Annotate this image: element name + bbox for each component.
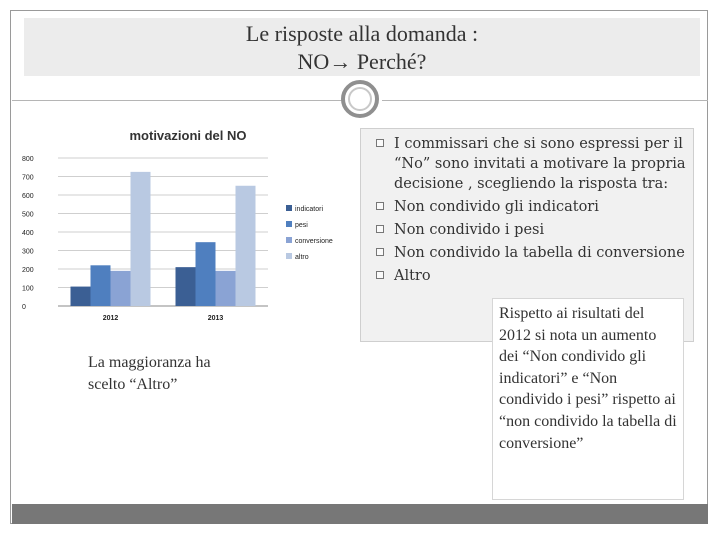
bullet-item [376, 134, 694, 194]
bullet-list [376, 134, 694, 289]
bullet-text: Non condivido la tabella di conversione [394, 245, 685, 261]
checkbox-bullet-icon [376, 202, 384, 210]
legend-swatch [286, 221, 292, 227]
bar [91, 265, 111, 306]
title-line-1: Le risposte alla domanda : [245, 21, 479, 46]
slide-title [24, 18, 700, 76]
checkbox-bullet-icon [376, 139, 384, 147]
checkbox-bullet-icon [376, 248, 384, 256]
legend-label: indicatori [295, 206, 324, 213]
y-tick-label: 700 [22, 174, 34, 182]
left-caption [88, 352, 288, 396]
legend-swatch [286, 237, 292, 243]
bar [111, 271, 131, 306]
y-tick-label: 200 [22, 267, 34, 274]
chart-area [18, 122, 338, 332]
legend-label: altro [295, 254, 309, 261]
divider-left [12, 100, 342, 101]
title-line-2: NO→ Perché? [297, 49, 427, 74]
checkbox-bullet-icon [376, 225, 384, 233]
bullet-item [376, 197, 694, 217]
ring-ornament-inner-icon [348, 87, 372, 111]
legend-swatch [286, 253, 292, 259]
y-tick-label: 400 [22, 230, 34, 237]
bar [236, 186, 256, 306]
bottom-bar [12, 504, 708, 524]
legend-swatch [286, 205, 292, 211]
bullet-item [376, 266, 694, 286]
x-tick-label: 2013 [207, 315, 224, 322]
bullet-text: Non condivido i pesi [394, 222, 545, 238]
chart-title: motivazioni del NO [129, 128, 247, 143]
bullet-text: Altro [394, 268, 431, 284]
bar [196, 242, 216, 306]
legend-label: pesi [295, 222, 308, 229]
bar [71, 287, 91, 306]
y-tick-label: 100 [22, 285, 34, 293]
divider-right [382, 100, 708, 101]
left-caption-line-2: scelto “Altro” [88, 376, 178, 393]
y-tick-label: 800 [22, 156, 34, 163]
y-tick-label: 0 [22, 304, 26, 311]
y-tick-label: 600 [22, 193, 34, 200]
bar [131, 172, 151, 306]
checkbox-bullet-icon [376, 271, 384, 279]
legend-label: conversione [295, 238, 333, 245]
bullet-text: Non condivido gli indicatori [394, 199, 599, 215]
bar-chart [18, 122, 338, 332]
x-tick-label: 2012 [102, 315, 119, 322]
note-callout [492, 298, 684, 500]
bar [176, 267, 196, 306]
bullet-item [376, 243, 694, 263]
bullet-text: I commissari che si sono espressi per il “No” sono invitati a motivare la propria decisione , scegliendo la risposta tra: [394, 136, 686, 192]
note-text: Rispetto ai risultati del 2012 si nota un aumento dei “Non condivido gli indicatori” e “Non condivido i pesi” rispetto ai “non condivido la tabella di conversione” [499, 305, 677, 452]
y-tick-label: 500 [22, 211, 34, 219]
y-tick-label: 300 [22, 248, 34, 256]
bullet-item [376, 220, 694, 240]
left-caption-line-1: La maggioranza ha [88, 354, 211, 371]
bar [216, 271, 236, 306]
